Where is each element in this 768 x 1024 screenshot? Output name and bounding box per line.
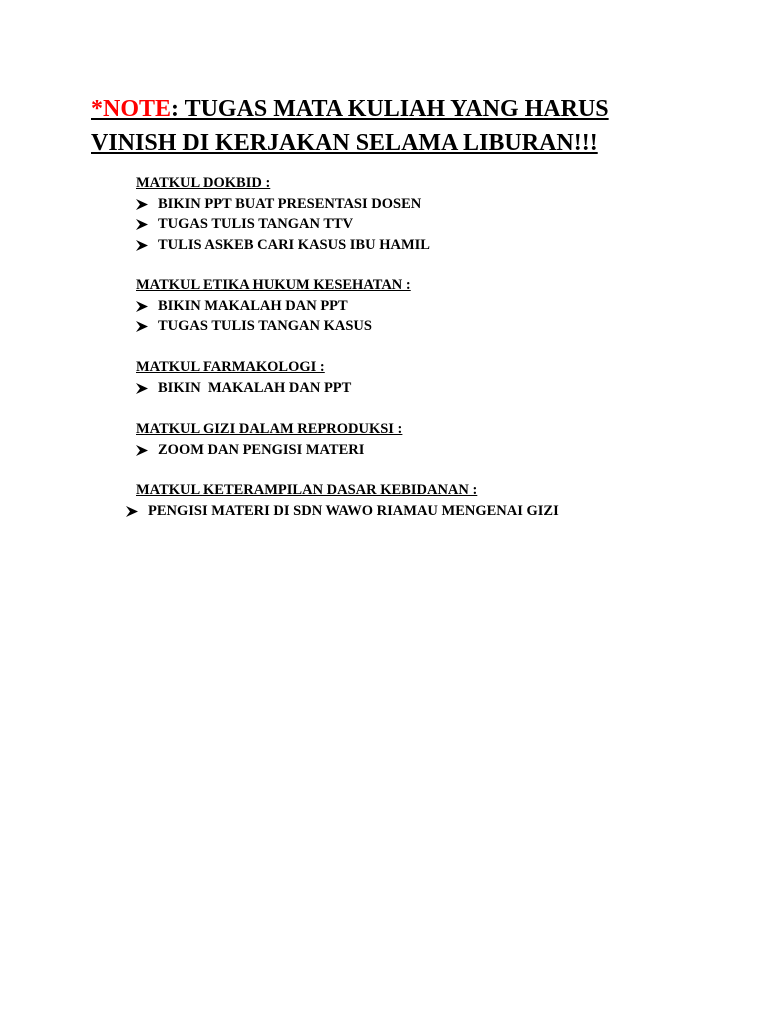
list-item	[136, 296, 411, 317]
list-item-text: BIKIN PPT BUAT PRESENTASI DOSEN	[158, 195, 422, 212]
section-heading: MATKUL GIZI DALAM REPRODUKSI :	[136, 421, 403, 437]
title-line2-text: VINISH DI KERJAKAN SELAMA LIBURAN!!!	[91, 130, 598, 156]
list-item-text: ZOOM DAN PENGISI MATERI	[158, 441, 365, 458]
arrow-bullet-icon	[136, 296, 150, 317]
list-item-text: BIKIN MAKALAH DAN PPT	[158, 379, 352, 396]
list-item	[136, 316, 411, 337]
page-title	[91, 92, 711, 160]
arrow-bullet-icon	[126, 501, 140, 522]
section-heading: MATKUL KETERAMPILAN DASAR KEBIDANAN :	[136, 482, 478, 498]
section-heading: MATKUL FARMAKOLOGI :	[136, 359, 325, 375]
title-line1-text: : TUGAS MATA KULIAH YANG HARUS	[171, 96, 609, 122]
section-keterampilan-dasar-kebidanan	[136, 480, 559, 521]
list-item	[136, 214, 430, 235]
list-item	[136, 194, 430, 215]
arrow-bullet-icon	[136, 316, 150, 337]
arrow-bullet-icon	[136, 440, 150, 461]
arrow-bullet-icon	[136, 194, 150, 215]
list-item-text: PENGISI MATERI DI SDN WAWO RIAMAU MENGENAI GIZI	[148, 502, 559, 519]
list-item-text: TULIS ASKEB CARI KASUS IBU HAMIL	[158, 236, 430, 253]
section-etika-hukum-kesehatan	[136, 275, 411, 337]
list-item-text: BIKIN MAKALAH DAN PPT	[158, 297, 348, 314]
section-gizi-dalam-reproduksi	[136, 419, 402, 460]
section-dokbid	[136, 173, 430, 255]
section-heading: MATKUL DOKBID :	[136, 175, 271, 191]
list-item	[136, 378, 351, 399]
list-item	[136, 440, 402, 461]
note-label: *NOTE	[91, 96, 172, 122]
section-farmakologi	[136, 357, 351, 398]
list-item-text: TUGAS TULIS TANGAN TTV	[158, 216, 354, 232]
list-item-text: TUGAS TULIS TANGAN KASUS	[158, 318, 372, 334]
arrow-bullet-icon	[136, 378, 150, 399]
list-item	[126, 501, 559, 522]
list-item	[136, 235, 430, 256]
arrow-bullet-icon	[136, 235, 150, 256]
arrow-bullet-icon	[136, 214, 150, 235]
section-heading: MATKUL ETIKA HUKUM KESEHATAN :	[136, 277, 411, 293]
